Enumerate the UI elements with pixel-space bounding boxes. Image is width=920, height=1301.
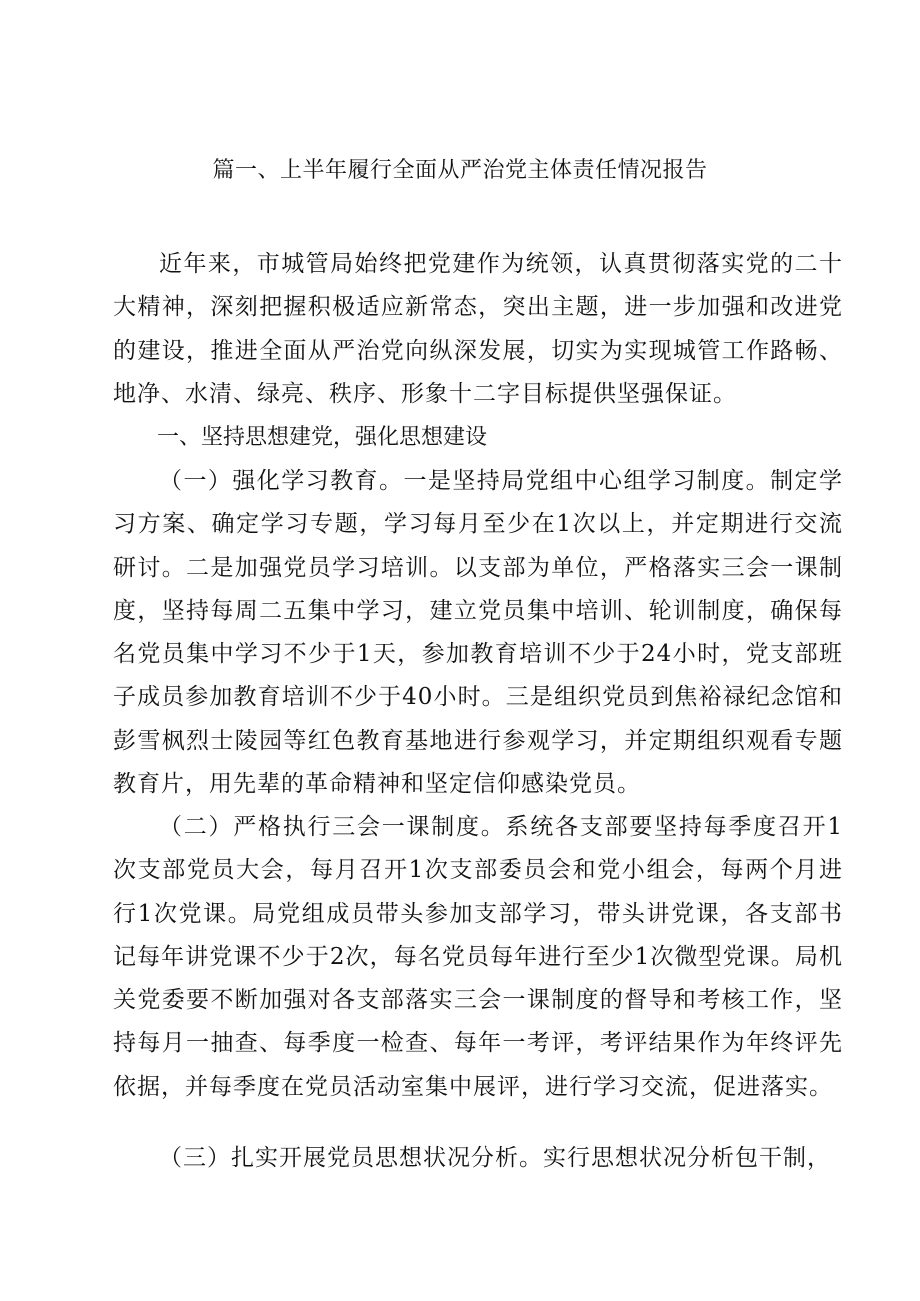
- intro-paragraph: 近年来，市城管局始终把党建作为统领，认真贯彻落实党的二十大精神，深刻把握积极适应新常态，突出主题，进一步加强和改进党的建设，推进全面从严治党向纵深发展，切实为实现城管工作路畅、地净、水清、绿亮、秩序、形象十二字目标提供坚强保证。: [113, 251, 843, 407]
- document-title: 篇一、上半年履行全面从严治党主体责任情况报告: [212, 158, 708, 183]
- section-1-paragraph-1: （一）强化学习教育。一是坚持局党组中心组学习制度。制定学习方案、确定学习专题，学习每月至少在1次以上，并定期进行交流研讨。二是加强党员学习培训。以支部为单位，严格落实三会一课制度，坚持每周二五集中学习，建立党员集中培训、轮训制度，确保每名党员集中学习不少于1天，参加教育培训不少于24小时，党支部班子成员参加教育培训不少于40小时。三是组织党员到焦裕禄纪念馆和彭雪枫烈士陵园等红色教育基地进行参观学习，并定期组织观看专题教育片，用先辈的革命精神和坚定信仰感染党员。: [113, 468, 843, 798]
- section-1-paragraph-2: （二）严格执行三会一课制度。系统各支部要坚持每季度召开1次支部党员大会，每月召开1次支部委员会和党小组会，每两个月进行1次党课。局党组成员带头参加支部学习，带头讲党课，各支部书记每年讲党课不少于2次，每名党员每年进行至少1次微型党课。局机关党委要不断加强对各支部落实三会一课制度的督导和考核工作，坚持每月一抽查、每季度一检查、每年一考评，考评结果作为年终评先依据，并每季度在党员活动室集中展评，进行学习交流，促进落实。: [113, 814, 843, 1100]
- section-heading-1: 一、坚持思想建党，强化思想建设: [157, 425, 488, 450]
- section-1-paragraph-3: （三）扎实开展党员思想状况分析。实行思想状况分析包干制，: [159, 1145, 831, 1171]
